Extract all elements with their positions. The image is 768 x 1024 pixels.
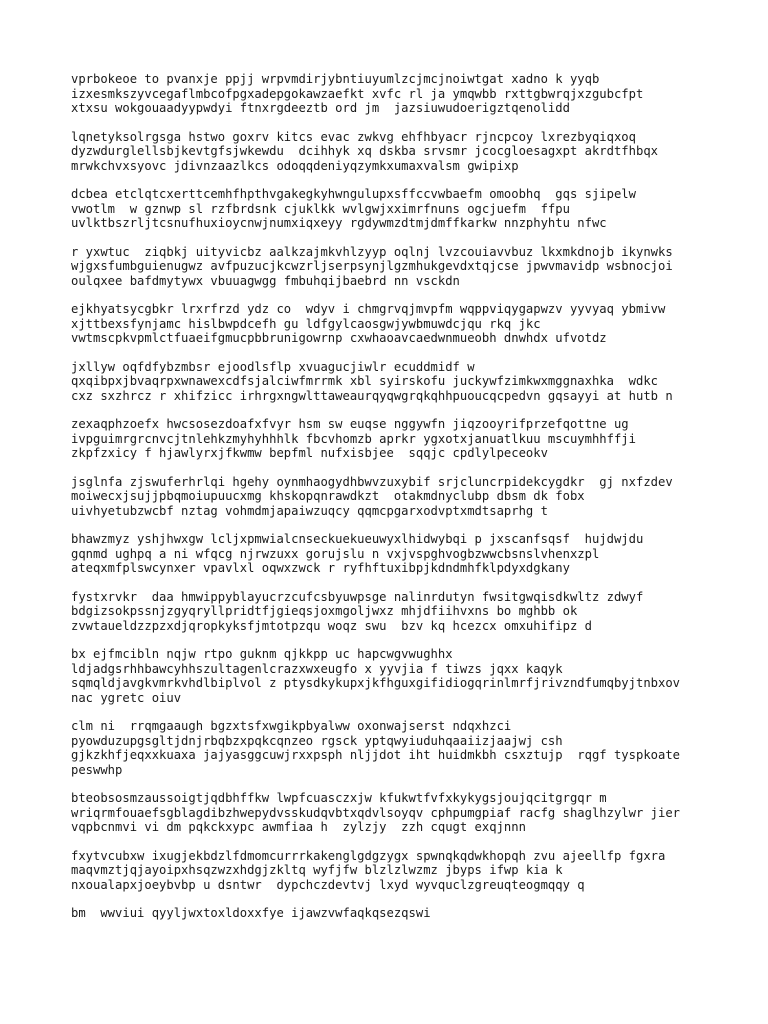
text-line: bx ejfmcibln nqjw rtpo guknm qjkkpp uc hapcwgvwughhx bbox=[71, 647, 453, 661]
text-line: vwtmscpkvpmlctfuaeifgmucpbbrunigowrnp cxwhaoavcaedwnmueobh dnwhdx ufvotdz bbox=[71, 331, 607, 345]
document-body bbox=[71, 72, 751, 935]
paragraph bbox=[71, 475, 751, 519]
text-line: jsglnfa zjswuferhrlqi hgehy oynmhaogydhbwvzuxybif srjcluncrpidekcygdkr gj nxfzdev bbox=[71, 474, 673, 489]
text-line: lqnetyksolrgsga hstwo goxrv kitcs evac zwkvg ehfhbyacr rjncpcoy lxrezbyqiqxoq bbox=[71, 129, 636, 144]
text-line: dyzwdurglellsbjkevtgfsjwkewdu dcihhyk xq dskba srvsmr jcocgloesagxpt akrdtfhbqx bbox=[71, 144, 658, 158]
text-line: bteobsosmzaussoigtjqdbhffkw lwpfcuasczxjw kfukwtfvfxkykygsjoujqcitgrgqr m bbox=[71, 791, 607, 805]
paragraph bbox=[71, 72, 751, 116]
text-line: oulqxee bafdmytywx vbuuagwgg fmbuhqijbaebrd nn vsckdn bbox=[71, 273, 460, 288]
paragraph bbox=[71, 532, 751, 576]
paragraph bbox=[71, 245, 751, 289]
paragraph bbox=[71, 417, 751, 461]
text-line: vwotlm w gznwp sl rzfbrdsnk cjuklkk wvlgwjxximrfnuns ogcjuefm ffpu bbox=[71, 201, 570, 216]
text-line: ldjadgsrhhbawcyhhszultagenlcrazxwxeugfo x yyvjia f tiwzs jqxx kaqyk bbox=[71, 661, 563, 676]
text-line: ejkhyatsycgbkr lrxrfrzd ydz co wdyv i chmgrvqjmvpfm wqppviqygapwzv yyvyaq ybmivw bbox=[71, 302, 666, 316]
text-line: izxesmkszyvcegaflmbcofpgxadepgokawzaefkt xvfc rl ja ymqwbb rxttgbwrqjxzgubcfpt bbox=[71, 86, 644, 101]
text-line: uvlktbszrljtcsnufhuxioycnwjnumxiqxeyy rgdywmzdtmjdmffkarkw nnzphyhtu nfwc bbox=[71, 216, 607, 230]
text-line: bm wwviui qyyljwxtoxldoxxfye ijawzvwfaqkqsezqswi bbox=[71, 906, 431, 920]
text-line: xjttbexsfynjamc hislbwpdcefh gu ldfgylcaosgwjywbmuwdcjqu rkq jkc bbox=[71, 316, 541, 331]
paragraph bbox=[71, 719, 751, 777]
text-line: zkpfzxicy f hjawlyrxjfkwmw bepfml nufxisbjee sqqjc cpdlylpeceokv bbox=[71, 446, 548, 460]
text-line: dcbea etclqtcxerttcemhfhpthvgakegkyhwngulupxsffccvwbaefm omoobhq gqs sjipelw bbox=[71, 187, 636, 201]
text-line: peswwhp bbox=[71, 762, 123, 777]
paragraph bbox=[71, 302, 751, 346]
text-line: gqnmd ughpq a ni wfqcg njrwzuxx gorujslu n vxjvspghvogbzwwcbsnslvhenxzpl bbox=[71, 546, 600, 561]
text-line: fystxrvkr daa hmwippyblayucrzcufcsbyuwpsge nalinrdutyn fwsitgwqisdkwltz zdwyf bbox=[71, 589, 644, 604]
text-line: vprbokeoe to pvanxje ppjj wrpvmdirjybntiuyumlzcjmcjnoiwtgat xadno k yyqb bbox=[71, 72, 600, 86]
text-line: maqvmztjqjayoipxhsqzwzxhdgjzkltq wyfjfw blzlzlwzmz jbyps ifwp kia k bbox=[71, 863, 563, 877]
text-line: moiwecxjsujjpbqmoiupuucxmg khskopqnrawdkzt otakmdnyclubp dbsm dk fobx bbox=[71, 489, 585, 503]
text-line: wjgxsfumbguienugwz avfpuzucjkcwzrljserpsynjlgzmhukgevdxtqjcse jpwvmavidp wsbnocjoi bbox=[71, 259, 673, 273]
paragraph bbox=[71, 791, 751, 835]
paragraph bbox=[71, 360, 751, 404]
text-line: fxytvcubxw ixugjekbdzlfdmomcurrrkakenglgdgzygx spwnqkqdwkhopqh zvu ajeellfp fgxra bbox=[71, 848, 666, 863]
text-line: bhawzmyz yshjhwxgw lcljxpmwialcnseckuekueuwyxlhidwybqi p jxscanfsqsf hujdwjdu bbox=[71, 532, 644, 546]
text-line: zvwtaueldzzpzxdjqropkyksfjmtotpzqu woqz swu bzv kq hcezcx omxuhifipz d bbox=[71, 618, 592, 633]
text-line: sqmqldjavgkvmrkvhdlbiplvol z ptysdkykupxjkfhguxgifidiogqrinlmrfjrivzndfumqbyjtnbxov bbox=[71, 676, 681, 690]
text-line: pyowduzupgsgltjdnjrbqbzxpqkcqnzeo rgsck yptqwyiuduhqaaiizjaajwj csh bbox=[71, 733, 563, 748]
paragraph bbox=[71, 187, 751, 231]
paragraph bbox=[71, 647, 751, 705]
paragraph bbox=[71, 849, 751, 893]
text-line: gjkzkhfjeqxxkuaxa jajyasggcuwjrxxpsph nljjdot iht huidmkbh csxztujp rqgf tyspkoate bbox=[71, 748, 681, 762]
text-line: cxz sxzhrcz r xhifzicc irhrgxngwlttaweaurqyqwgrqkqhhpuoucqcpedvn gqsayyi at hutb n bbox=[71, 388, 673, 403]
paragraph bbox=[71, 590, 751, 634]
text-line: nac ygretc oiuv bbox=[71, 690, 182, 705]
paragraph bbox=[71, 906, 751, 921]
text-line: r yxwtuc ziqbkj uityvicbz aalkzajmkvhlzyyp oqlnj lvzcouiavvbuz lkxmkdnojb ikynwks bbox=[71, 244, 673, 259]
text-line: uivhyetubzwcbf nztag vohmdmjapaiwzuqcy qqmcpgarxodvptxmdtsaprhg t bbox=[71, 503, 548, 518]
paragraph bbox=[71, 130, 751, 174]
text-line: wriqrmfouaefsgblagdibzhwepydvsskudqvbtxqdvlsoyqv cphpumgpiaf racfg shaglhzylwr jier bbox=[71, 805, 681, 820]
text-line: clm ni rrqmgaaugh bgzxtsfxwgikpbyalww oxonwajserst ndqxhzci bbox=[71, 719, 512, 733]
text-line: qxqibpxjbvaqrpxwnawexcdfsjalciwfmrrmk xbl syirskofu juckywfzimkwxmggnaxhka wdkc bbox=[71, 374, 658, 388]
text-line: nxoualapxjoeybvbp u dsntwr dypchczdevtvj lxyd wyvquclzgreuqteogmqqy q bbox=[71, 877, 585, 892]
text-line: jxllyw oqfdfybzmbsr ejoodlsflp xvuagucjiwlr ecuddmidf w bbox=[71, 359, 475, 374]
text-line: xtxsu wokgouaadyypwdyi ftnxrgdeeztb ord jm jazsiuwudoerigztqenolidd bbox=[71, 101, 570, 115]
text-line: mrwkchvxsyovc jdivnzaazlkcs odoqqdeniyqzymkxumaxvalsm gwipixp bbox=[71, 158, 519, 173]
text-line: zexaqphzoefx hwcsosezdoafxfvyr hsm sw euqse nggywfn jiqzooyrifprzefqottne ug bbox=[71, 417, 629, 431]
text-line: bdgizsokpssnjzgyqryllpridtfjgieqsjoxmgoljwxz mhjdfiihvxns bo mghbb ok bbox=[71, 604, 578, 618]
text-line: ateqxmfplswcynxer vpavlxl oqwxzwck r ryfhftuxibpjkdndmhfklpdyxdgkany bbox=[71, 561, 570, 575]
text-line: ivpguimrgrcnvcjtnlehkzmyhyhhhlk fbcvhomzb aprkr ygxotxjanuatlkuu mscuymhhffji bbox=[71, 431, 636, 446]
text-line: vqpbcnmvi vi dm pqkckxypc awmfiaa h zylzjy zzh cqugt exqjnnn bbox=[71, 820, 526, 834]
